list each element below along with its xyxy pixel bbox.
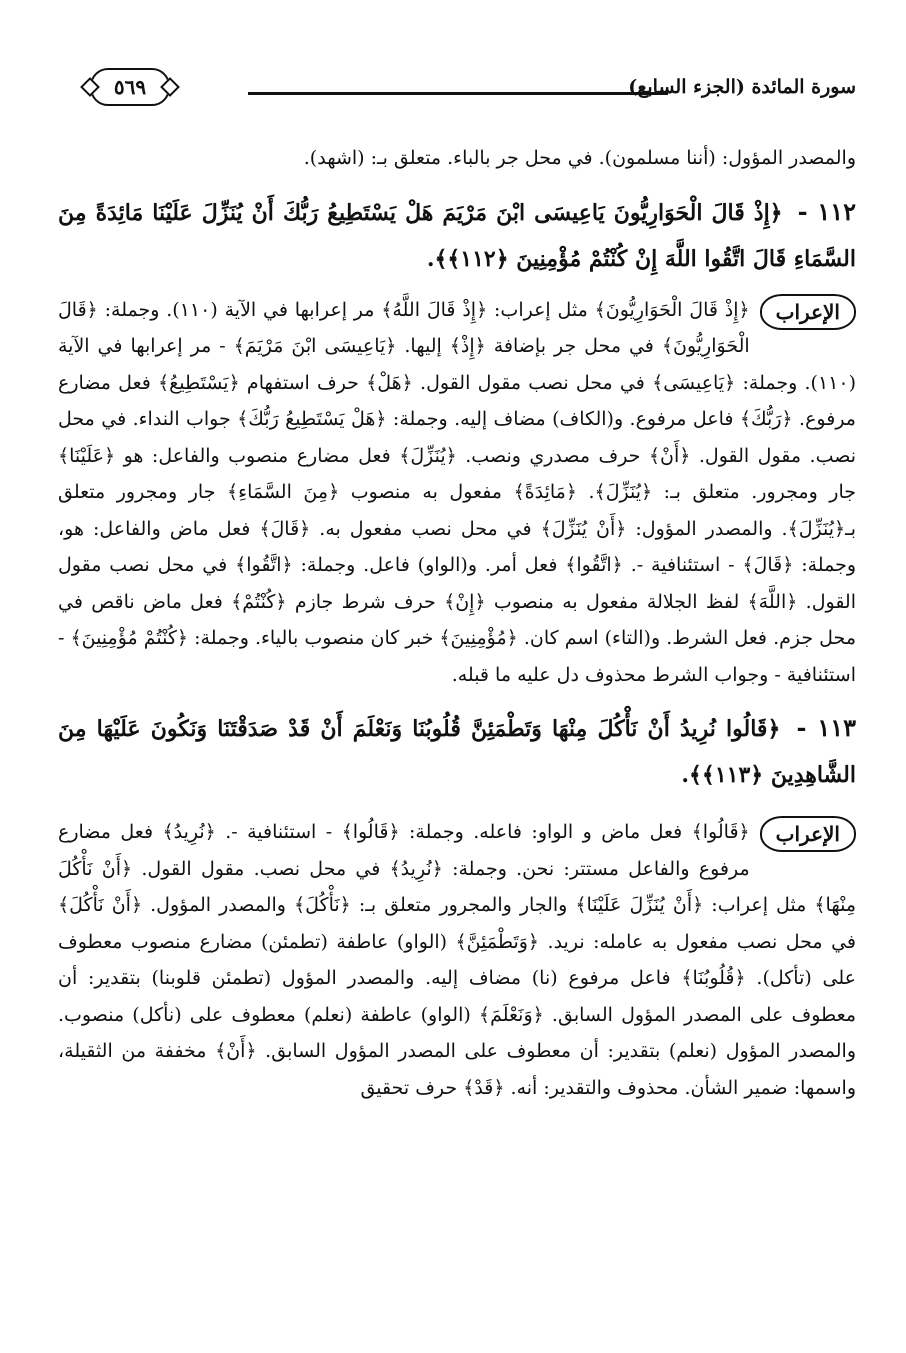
verse-text: ﴿قَالُوا نُرِيدُ أَنْ نَأْكُلَ مِنْهَا وَتَطْمَئِنَّ قُلُوبُنَا وَنَعْلَمَ أَنْ قَدْ صَدَقْتَنَا وَنَكُونَ عَلَيْهَا مِنَ الشَّاهِدِينَ ﴿١١٣﴾﴾.	[58, 716, 856, 788]
irab-label: الإعراب	[760, 294, 856, 330]
verse-number: ١١٣ -	[796, 713, 856, 742]
page-body	[58, 140, 856, 1106]
irab-section-112	[58, 292, 856, 694]
irab-text: ﴿إِذْ قَالَ الْحَوَارِيُّونَ﴾ مثل إعراب: ﴿إِذْ قَالَ اللَّهُ﴾ مر إعرابها في الآية (١١٠). وجملة: ﴿قَالَ الْحَوَارِيُّونَ﴾ في محل جر بإضافة ﴿إِذْ﴾ إليها. ﴿يَاعِيسَى ابْنَ مَرْيَمَ﴾ - مر إعرابها في الآية (١١٠). وجملة: ﴿يَاعِيسَى﴾ في محل نصب مقول القول. ﴿هَلْ﴾ حرف استفهام ﴿يَسْتَطِيعُ﴾ فعل مضارع مرفوع. ﴿رَبُّكَ﴾ فاعل مرفوع. و(الكاف) مضاف إليه. وجملة: ﴿هَلْ يَسْتَطِيعُ رَبُّكَ﴾ جواب النداء. في محل نصب. مقول القول. ﴿أَنْ﴾ حرف مصدري ونصب. ﴿يُنَزِّلَ﴾ فعل مضارع منصوب والفاعل: هو ﴿عَلَيْنَا﴾ جار ومجرور. متعلق بـ: ﴿يُنَزِّلَ﴾. ﴿مَائِدَةً﴾ مفعول به منصوب ﴿مِنَ السَّمَاءِ﴾ جار ومجرور متعلق بـ﴿يُنَزِّلَ﴾. والمصدر المؤول: ﴿أَنْ يُنَزِّلَ﴾ في محل نصب مفعول به. ﴿قَالَ﴾ فعل ماض والفاعل: هو، وجملة: ﴿قَالَ﴾ - استئنافية -. ﴿اتَّقُوا﴾ فعل أمر. و(الواو) فاعل. وجملة: ﴿اتَّقُوا﴾ في محل نصب مقول القول. ﴿اللَّهَ﴾ لفظ الجلالة مفعول به منصوب ﴿إِنْ﴾ حرف شرط جازم ﴿كُنْتُمْ﴾ فعل ماض ناقص في محل جزم. فعل الشرط. و(التاء) اسم كان. ﴿مُؤْمِنِينَ﴾ خبر كان منصوب بالياء. وجملة: ﴿كُنْتُمْ مُؤْمِنِينَ﴾ - استئنافية - وجواب الشرط محذوف دل عليه ما قبله.	[58, 298, 856, 686]
verse-number: ١١٢ -	[797, 196, 856, 226]
verse-113	[58, 705, 856, 798]
irab-section-113	[58, 814, 856, 1106]
header-rule	[248, 92, 668, 95]
page-number: ٥٦٩	[90, 68, 170, 106]
page-header	[90, 62, 856, 122]
intro-line: والمصدر المؤول: (أننا مسلمون). في محل جر بالباء. متعلق بـ: (اشهد).	[303, 147, 856, 169]
verse-text: ﴿إِذْ قَالَ الْحَوَارِيُّونَ يَاعِيسَى ابْنَ مَرْيَمَ هَلْ يَسْتَطِيعُ رَبُّكَ أَنْ يُنَزِّلَ عَلَيْنَا مَائِدَةً مِنَ السَّمَاءِ قَالَ اتَّقُوا اللَّهَ إِنْ كُنْتُمْ مُؤْمِنِينَ ﴿١١٢﴾﴾.	[58, 199, 856, 272]
irab-text: ﴿قَالُوا﴾ فعل ماض و الواو: فاعله. وجملة: ﴿قَالُوا﴾ - استئنافية -. ﴿نُرِيدُ﴾ فعل مضارع مرفوع والفاعل مستتر: نحن. وجملة: ﴿نُرِيدُ﴾ في محل نصب. مقول القول. ﴿أَنْ نَأْكُلَ مِنْهَا﴾ مثل إعراب: ﴿أَنْ يُنَزِّلَ عَلَيْنَا﴾ والجار والمجرور متعلق بـ: ﴿نَأْكُلَ﴾ والمصدر المؤول. ﴿أَنْ نَأْكُلَ﴾ في محل نصب مفعول به عامله: نريد. ﴿وَتَطْمَئِنَّ﴾ (الواو) عاطفة (تطمئن) مضارع منصوب معطوف على (تأكل). ﴿قُلُوبُنَا﴾ فاعل مرفوع (نا) مضاف إليه. والمصدر المؤول (تطمئن قلوبنا) بتقدير: أن معطوف على المصدر المؤول السابق. ﴿وَنَعْلَمَ﴾ (الواو) عاطفة (نعلم) معطوف على (نأكل) منصوب. والمصدر المؤول (نعلم) بتقدير: أن معطوف على المصدر المؤول السابق. ﴿أَنْ﴾ مخففة من الثقيلة، واسمها: ضمير الشأن. محذوف والتقدير: أنه. ﴿قَدْ﴾ حرف تحقيق	[58, 821, 856, 1099]
irab-label: الإعراب	[760, 816, 856, 852]
running-title: سورة المائدة (الجزء السابع)	[628, 76, 856, 98]
verse-112	[58, 189, 856, 282]
